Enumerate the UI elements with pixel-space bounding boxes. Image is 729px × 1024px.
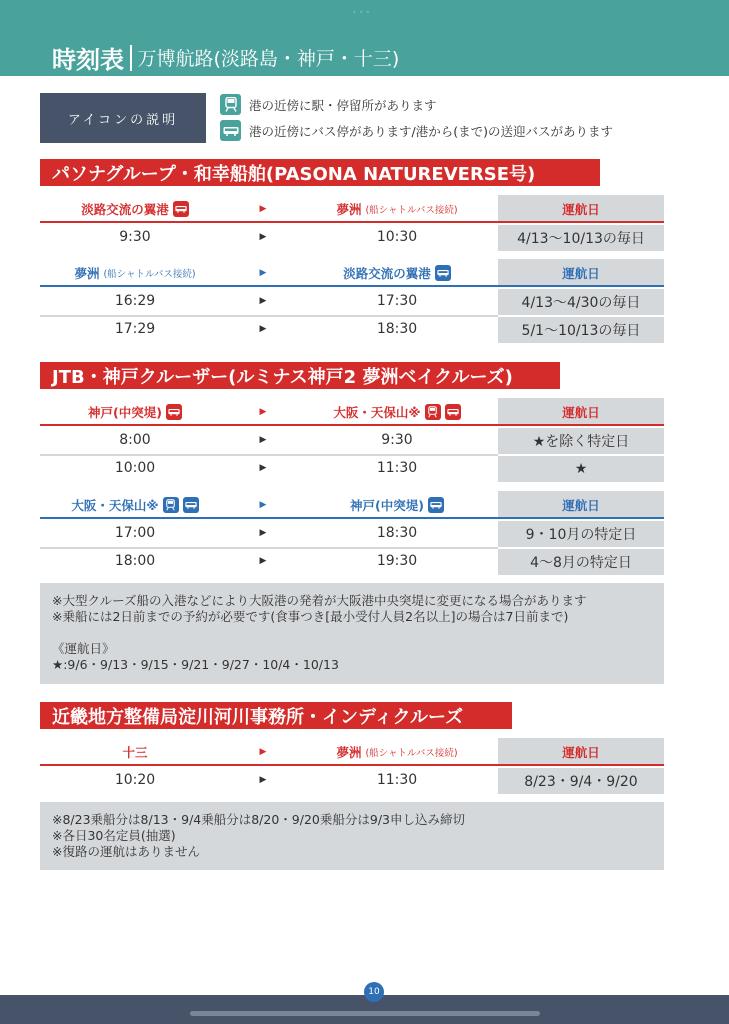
bus-icon — [173, 201, 189, 217]
to-port-name: 淡路交流の翼港 — [343, 266, 431, 281]
arrival-time: 10:30 — [376, 229, 418, 245]
note-line: ※8/23乗船分は8/13・9/4乗船分は8/20・9/20乗船分は9/3申し込み締切 — [52, 812, 465, 827]
legend-item-train — [220, 94, 437, 115]
timetable — [40, 398, 664, 482]
to-port-note: (船シャトルバス接続) — [365, 748, 458, 759]
from-port — [40, 200, 230, 218]
note-line: ※復路の運航はありません — [52, 844, 200, 859]
arrow-icon: ▶ — [259, 296, 267, 306]
title-divider — [130, 45, 132, 71]
to-port-name: 夢洲 — [336, 745, 362, 760]
table-header-row — [40, 259, 664, 287]
operation-days: 4〜8月の特定日 — [498, 547, 664, 575]
note-line: ※各日30名定員(抽選) — [52, 828, 176, 843]
arrow-icon: ▶ — [259, 775, 267, 785]
from-port — [40, 403, 230, 421]
departure-time: 9:30 — [119, 229, 151, 245]
home-indicator[interactable] — [190, 1011, 540, 1016]
bus-icon — [428, 497, 444, 513]
to-port — [296, 403, 498, 421]
from-port-name: 夢洲 — [74, 266, 100, 281]
arrow-icon: ▶ — [259, 556, 267, 566]
departure-time: 17:29 — [114, 321, 156, 337]
drag-handle[interactable]: ••• — [352, 8, 373, 17]
days-header: 運航日 — [498, 738, 664, 766]
to-port — [296, 743, 498, 761]
to-port — [296, 200, 498, 218]
page-number: 10 — [364, 982, 384, 1002]
table-row — [40, 766, 664, 794]
operation-days: ★を除く特定日 — [498, 426, 664, 454]
from-port — [40, 264, 230, 282]
table-header-row — [40, 398, 664, 426]
train-icon — [163, 497, 179, 513]
days-header: 運航日 — [498, 195, 664, 223]
operation-days: 5/1〜10/13の毎日 — [498, 315, 664, 343]
timetable — [40, 738, 664, 794]
departure-time: 16:29 — [114, 293, 156, 309]
departure-time: 10:20 — [114, 772, 156, 788]
page-header — [0, 0, 729, 76]
arrow-icon: ▶ — [259, 528, 267, 538]
from-port — [40, 743, 230, 761]
note-line: ★:9/6・9/13・9/15・9/21・9/27・10/4・10/13 — [52, 657, 339, 672]
bus-icon — [183, 497, 199, 513]
section-title-jtb: JTB・神戸クルーザー(ルミナス神戸2 夢洲ベイクルーズ) — [40, 362, 560, 389]
timetable — [40, 259, 664, 343]
arrival-time: 11:30 — [376, 772, 418, 788]
legend-text: 港の近傍に駅・停留所があります — [249, 97, 437, 113]
to-port — [296, 496, 498, 514]
operation-days: 9・10月の特定日 — [498, 519, 664, 547]
table-row — [40, 287, 664, 315]
arrow-icon: ▶ — [259, 407, 267, 417]
table-row — [40, 547, 664, 575]
table-row — [40, 519, 664, 547]
timetable — [40, 491, 664, 575]
title-subtitle: 万博航路(淡路島・神戸・十三) — [137, 48, 400, 70]
operation-days: ★ — [498, 454, 664, 482]
arrow-icon: ▶ — [259, 747, 267, 757]
legend-text: 港の近傍にバス停があります/港から(まで)の送迎バスがあります — [249, 123, 613, 139]
bus-icon — [435, 265, 451, 281]
from-port-name: 大阪・天保山※ — [71, 498, 159, 513]
section-title-indy: 近畿地方整備局淀川河川事務所・インディクルーズ — [40, 702, 512, 729]
arrival-time: 11:30 — [376, 460, 418, 476]
arrival-time: 19:30 — [376, 553, 418, 569]
table-header-row — [40, 738, 664, 766]
arrow-icon: ▶ — [259, 463, 267, 473]
to-port — [296, 264, 498, 282]
operation-days: 8/23・9/4・9/20 — [498, 766, 664, 794]
timetable — [40, 195, 664, 251]
table-row — [40, 426, 664, 454]
arrival-time: 9:30 — [381, 432, 413, 448]
arrow-icon: ▶ — [259, 204, 267, 214]
table-header-row — [40, 195, 664, 223]
train-icon — [220, 94, 241, 115]
to-port-name: 神戸(中突堤) — [350, 498, 424, 513]
arrow-icon: ▶ — [259, 232, 267, 242]
operation-days: 4/13〜4/30の毎日 — [498, 287, 664, 315]
footer-bar — [0, 995, 729, 1024]
train-icon — [425, 404, 441, 420]
note-line: ※乗船には2日前までの予約が必要です(食事つき[最小受付人員2名以上]の場合は7日前まで) — [52, 609, 569, 624]
arrival-time: 17:30 — [376, 293, 418, 309]
days-header: 運航日 — [498, 259, 664, 287]
from-port-name: 神戸(中突堤) — [88, 405, 162, 420]
legend-item-bus — [220, 120, 613, 141]
arrow-icon: ▶ — [259, 500, 267, 510]
icon-legend-label: アイコンの説明 — [40, 93, 206, 143]
days-header: 運航日 — [498, 491, 664, 519]
arrow-icon: ▶ — [259, 324, 267, 334]
departure-time: 18:00 — [114, 553, 156, 569]
arrow-icon: ▶ — [259, 435, 267, 445]
bus-icon — [166, 404, 182, 420]
from-port-name: 十三 — [122, 745, 148, 760]
arrow-icon: ▶ — [259, 268, 267, 278]
departure-time: 10:00 — [114, 460, 156, 476]
to-port-name: 大阪・天保山※ — [333, 405, 421, 420]
note-line: ※大型クルーズ船の入港などにより大阪港の発着が大阪港中央突堤に変更になる場合があります — [52, 593, 587, 608]
bus-icon — [220, 120, 241, 141]
to-port-note: (船シャトルバス接続) — [365, 205, 458, 216]
notes-box — [40, 802, 664, 870]
table-header-row — [40, 491, 664, 519]
title-main: 時刻表 — [52, 46, 124, 74]
notes-box — [40, 583, 664, 684]
from-port-note: (船シャトルバス接続) — [103, 269, 196, 280]
from-port-name: 淡路交流の翼港 — [81, 202, 169, 217]
departure-time: 8:00 — [119, 432, 151, 448]
note-line — [52, 625, 652, 641]
to-port-name: 夢洲 — [336, 202, 362, 217]
operation-days: 4/13〜10/13の毎日 — [498, 223, 664, 251]
page-title — [52, 40, 399, 75]
section-title-pasona: パソナグループ・和幸船舶(PASONA NATUREVERSE号) — [40, 159, 600, 186]
days-header: 運航日 — [498, 398, 664, 426]
arrival-time: 18:30 — [376, 321, 418, 337]
table-row — [40, 315, 664, 343]
departure-time: 17:00 — [114, 525, 156, 541]
table-row — [40, 223, 664, 251]
arrival-time: 18:30 — [376, 525, 418, 541]
table-row — [40, 454, 664, 482]
bus-icon — [445, 404, 461, 420]
note-line: 《運航日》 — [52, 641, 115, 656]
from-port — [40, 496, 230, 514]
